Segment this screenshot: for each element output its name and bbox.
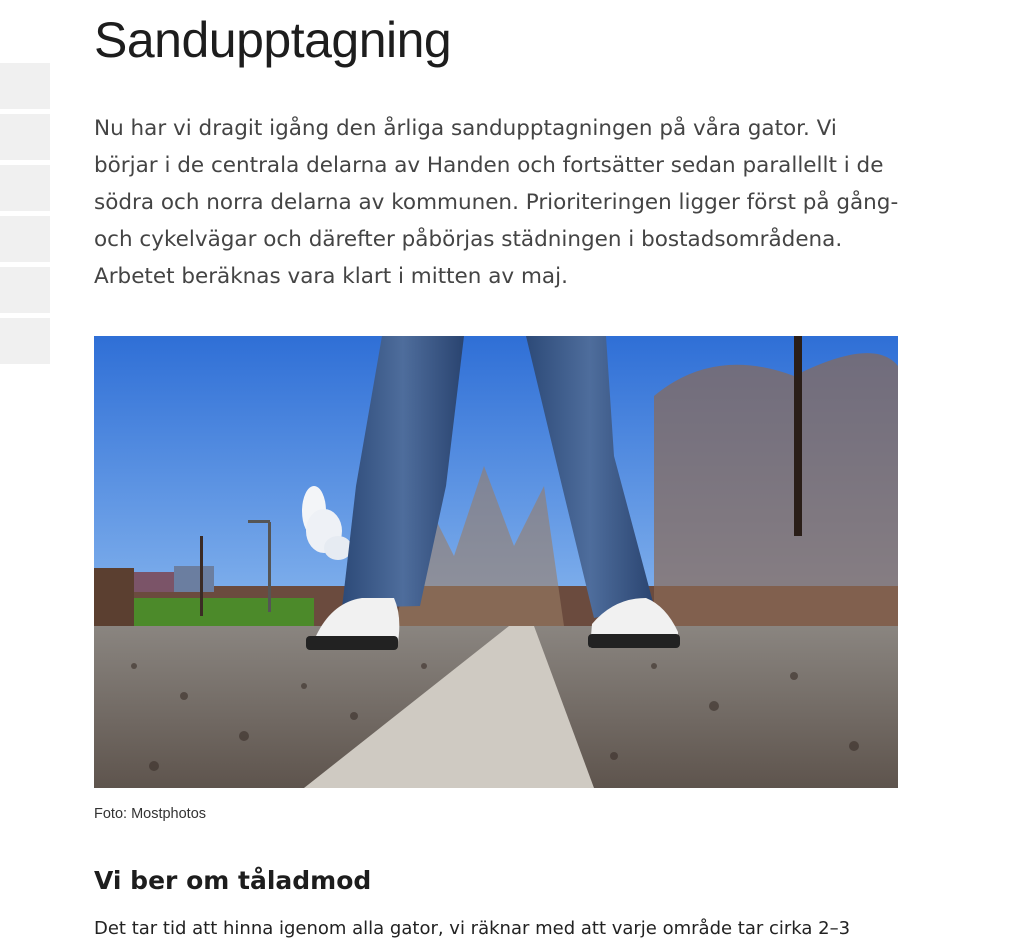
share-button-3[interactable] [0, 165, 50, 211]
article-ingress: Nu har vi dragit igång den årliga sandupptagningen på våra gator. Vi börjar i de centrala delarna av Handen och fortsätter sedan parallellt i de södra och norra delarna av kommunen. Prioriteringen ligger först på gång- och cykelvägar och därefter påbörjas städningen i bostadsområdena. Arbetet beräknas vara klart i mitten av maj. [94, 116, 899, 289]
section-heading: Vi ber om tåladmod [94, 866, 372, 895]
page-title: Sandupptagning [94, 12, 452, 68]
share-button-4[interactable] [0, 216, 50, 262]
body-paragraph: Det tar tid att hinna igenom alla gator, vi räknar med att varje område tar cirka 2–3 [94, 918, 851, 939]
share-button-6[interactable] [0, 318, 50, 364]
image-caption: Foto: Mostphotos [94, 806, 207, 822]
share-button-5[interactable] [0, 267, 50, 313]
road-photo-illustration [94, 336, 898, 788]
hero-image [94, 336, 898, 788]
side-share-rail [0, 63, 50, 369]
share-button-2[interactable] [0, 114, 50, 160]
share-button-1[interactable] [0, 63, 50, 109]
